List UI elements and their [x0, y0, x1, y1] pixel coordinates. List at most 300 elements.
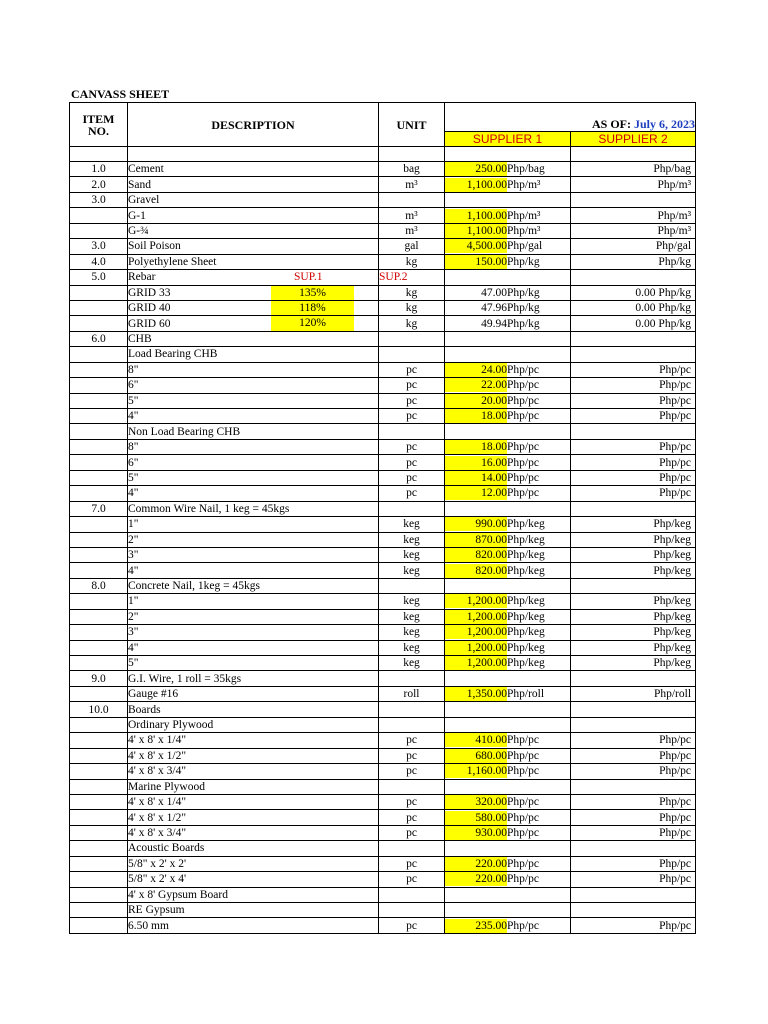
- supplier-1-unit: Php/pc: [507, 827, 539, 840]
- unit-cell: pc: [379, 748, 445, 763]
- unit-cell: pc: [379, 378, 445, 393]
- item-no-cell: [70, 594, 128, 609]
- description-cell: [128, 903, 379, 918]
- unit-cell: keg: [379, 656, 445, 671]
- unit-cell: pc: [379, 439, 445, 454]
- supplier-1-price-cell: [445, 208, 571, 223]
- description-text: 4' x 8' x 1/4": [128, 734, 187, 747]
- supplier-1-amount: 18.00: [445, 409, 507, 423]
- description-cell: [128, 409, 379, 424]
- supplier-1-unit: Php/roll: [507, 688, 545, 701]
- description-text: Rebar: [128, 271, 156, 284]
- supplier-2-price-cell: Php/pc: [571, 486, 696, 501]
- item-no-cell: [70, 409, 128, 424]
- description-cell: [128, 378, 379, 393]
- unit-cell: keg: [379, 625, 445, 640]
- description-text: Ordinary Plywood: [128, 718, 214, 731]
- item-no-cell: [70, 563, 128, 578]
- supplier-2-price-cell: Php/pc: [571, 764, 696, 779]
- description-text: Non Load Bearing CHB: [128, 425, 241, 438]
- supplier-2-price-cell: Php/pc: [571, 733, 696, 748]
- supplier-2-price-cell: Php/pc: [571, 470, 696, 485]
- table-row: [70, 254, 696, 269]
- supplier-1-price-cell: [445, 331, 571, 346]
- supplier-1-amount: 410.00: [445, 733, 507, 747]
- table-row: [70, 409, 696, 424]
- blank-row: [70, 147, 696, 162]
- supplier-1-price-cell: [445, 162, 571, 177]
- item-no-cell: [70, 825, 128, 840]
- description-cell: [128, 841, 379, 856]
- table-row: [70, 347, 696, 362]
- description-text: G-1: [128, 209, 146, 222]
- table-row: [70, 547, 696, 562]
- item-no-cell: [70, 841, 128, 856]
- unit-cell: [379, 347, 445, 362]
- supplier-1-price-cell: [445, 702, 571, 717]
- supplier-1-price-cell: [445, 640, 571, 655]
- supplier-1-unit: Php/kg: [507, 302, 540, 315]
- unit-cell: pc: [379, 733, 445, 748]
- supplier-1-price-cell: [445, 254, 571, 269]
- supplier-2-price-cell: Php/keg: [571, 594, 696, 609]
- supplier-2-price-cell: Php/pc: [571, 439, 696, 454]
- supplier-2-price-cell: [571, 192, 696, 207]
- supplier-1-amount: 320.00: [445, 795, 507, 809]
- supplier-2-price-cell: Php/pc: [571, 362, 696, 377]
- supplier-2-price-cell: [571, 779, 696, 794]
- supplier-1-price-cell: [445, 378, 571, 393]
- description-cell: [128, 192, 379, 207]
- description-cell: [128, 825, 379, 840]
- description-cell: [128, 764, 379, 779]
- supplier-2-price-cell: Php/keg: [571, 609, 696, 624]
- description-text: 4' x 8' x 3/4": [128, 827, 187, 840]
- description-text: 5/8" x 2' x 4': [128, 873, 187, 886]
- table-row: [70, 177, 696, 192]
- supplier-1-amount: 4,500.00: [445, 239, 507, 253]
- supplier-1-price-cell: [445, 887, 571, 902]
- supplier-1-unit: Php/keg: [507, 518, 545, 531]
- description-cell: [128, 270, 408, 285]
- description-cell: [128, 686, 379, 701]
- supplier-1-unit: Php/pc: [507, 379, 539, 392]
- supplier-2-price-cell: Php/pc: [571, 856, 696, 871]
- table-row: [70, 270, 696, 285]
- supplier-1-unit: Php/keg: [507, 533, 545, 546]
- item-no-cell: [70, 208, 128, 223]
- supplier-2-price-cell: [571, 331, 696, 346]
- unit-cell: kg: [379, 254, 445, 269]
- unit-cell: bag: [379, 162, 445, 177]
- supplier-2-price-cell: Php/kg: [571, 254, 696, 269]
- item-no-cell: [70, 748, 128, 763]
- supplier-2-price-cell: [571, 702, 696, 717]
- supplier-2-price-cell: [571, 578, 696, 593]
- rebar-percent-cell: 135%: [271, 286, 354, 300]
- unit-cell: kg: [379, 316, 445, 331]
- description-text: 8": [128, 441, 139, 454]
- description-text: RE Gypsum: [128, 904, 185, 917]
- description-text: Gauge #16: [128, 688, 179, 701]
- supplier-1-unit: Php/pc: [507, 363, 539, 376]
- table-row: [70, 501, 696, 516]
- description-text: 4' x 8' x 3/4": [128, 765, 187, 778]
- description-cell: [128, 872, 379, 887]
- table-row: [70, 918, 696, 933]
- supplier-1-amount: 250.00: [445, 162, 507, 176]
- item-no-cell: [70, 733, 128, 748]
- item-no-cell: [70, 794, 128, 809]
- supplier-1-price-cell: [445, 470, 571, 485]
- table-row: [70, 316, 696, 331]
- unit-cell: [379, 903, 445, 918]
- item-no-cell: 3.0: [70, 192, 128, 207]
- description-cell: [128, 393, 379, 408]
- item-no-cell: [70, 223, 128, 238]
- supplier-1-unit: Php/bag: [507, 163, 545, 176]
- description-cell: [128, 578, 379, 593]
- supplier-1-price-cell: [445, 300, 571, 315]
- supplier-1-amount: 150.00: [445, 255, 507, 269]
- table-row: [70, 825, 696, 840]
- supplier-1-price-cell: [445, 856, 571, 871]
- table-row: [70, 239, 696, 254]
- supplier-2-price-cell: Php/pc: [571, 455, 696, 470]
- description-text: 1": [128, 518, 139, 531]
- supplier-1-amount: 1,160.00: [445, 764, 507, 778]
- description-text: Common Wire Nail, 1 keg = 45kgs: [128, 502, 290, 515]
- description-text: 3": [128, 626, 139, 639]
- description-cell: [128, 733, 379, 748]
- supplier-1-amount: 235.00: [445, 919, 507, 933]
- item-no-cell: [70, 640, 128, 655]
- unit-cell: keg: [379, 532, 445, 547]
- supplier-1-price-cell: [445, 872, 571, 887]
- table-row: [70, 640, 696, 655]
- supplier-1-amount: 47.00: [481, 286, 507, 299]
- item-no-cell: [70, 362, 128, 377]
- table-row: [70, 764, 696, 779]
- supplier-1-price-cell: [445, 439, 571, 454]
- supplier-1-price-cell: [445, 733, 571, 748]
- supplier-2-price-cell: Php/bag: [571, 162, 696, 177]
- table-row: [70, 702, 696, 717]
- supplier-1-unit: Php/gal: [507, 240, 543, 253]
- table-row: [70, 486, 696, 501]
- supplier-1-amount: 14.00: [445, 471, 507, 485]
- item-no-cell: [70, 532, 128, 547]
- item-no-cell: [70, 455, 128, 470]
- supplier-1-amount: 22.00: [445, 378, 507, 392]
- unit-cell: [379, 841, 445, 856]
- as-of-date: July 6, 2023: [634, 117, 696, 131]
- supplier-1-price-cell: [445, 594, 571, 609]
- item-no-cell: [70, 300, 128, 315]
- table-row: [70, 810, 696, 825]
- supplier-1-price-cell: [445, 362, 571, 377]
- supplier-1-price-cell: [445, 717, 571, 732]
- unit-cell: gal: [379, 239, 445, 254]
- rebar-sup2-label: SUP.2: [379, 271, 408, 284]
- supplier-1-amount: 1,200.00: [445, 610, 507, 624]
- description-cell: [128, 316, 379, 331]
- supplier-1-amount: 1,200.00: [445, 641, 507, 655]
- description-text: 2": [128, 610, 139, 623]
- supplier-1-amount: 580.00: [445, 811, 507, 825]
- item-no-cell: [70, 810, 128, 825]
- supplier-1-price-cell: [445, 779, 571, 794]
- table-row: [70, 872, 696, 887]
- description-cell: [128, 918, 379, 933]
- supplier-1-amount: 20.00: [445, 394, 507, 408]
- header-item: ITEM: [82, 111, 115, 126]
- item-no-cell: 7.0: [70, 501, 128, 516]
- rebar-sup1-label: SUP.1: [294, 271, 323, 284]
- description-cell: [128, 439, 379, 454]
- supplier-2-price-cell: [571, 270, 696, 285]
- supplier-1-unit: Php/pc: [507, 410, 539, 423]
- description-text: 2": [128, 533, 139, 546]
- description-text: 4": [128, 410, 139, 423]
- unit-cell: m³: [379, 177, 445, 192]
- description-cell: [128, 640, 379, 655]
- supplier-1-amount: 24.00: [445, 363, 507, 377]
- description-text: 4' x 8' x 1/2": [128, 749, 187, 762]
- description-text: 4": [128, 487, 139, 500]
- supplier-1-price-cell: [445, 810, 571, 825]
- description-cell: [128, 594, 379, 609]
- supplier-1-unit: Php/m³: [507, 224, 541, 237]
- supplier-1-amount: 1,200.00: [445, 625, 507, 639]
- item-no-cell: [70, 856, 128, 871]
- item-no-cell: 4.0: [70, 254, 128, 269]
- description-cell: [128, 254, 379, 269]
- supplier-1-price-cell: [445, 177, 571, 192]
- supplier-2-price-cell: Php/gal: [571, 239, 696, 254]
- table-row: [70, 362, 696, 377]
- supplier-1-unit: Php/pc: [507, 734, 539, 747]
- as-of-label: AS OF:: [592, 117, 631, 131]
- supplier-1-price-cell: [445, 532, 571, 547]
- item-no-cell: [70, 316, 128, 331]
- unit-cell: [379, 779, 445, 794]
- rebar-percent-cell: 120%: [271, 316, 354, 330]
- supplier-1-unit: Php/keg: [507, 626, 545, 639]
- supplier-2-price-cell: [571, 903, 696, 918]
- unit-cell: [379, 702, 445, 717]
- unit-cell: kg: [379, 285, 445, 300]
- description-cell: [128, 517, 379, 532]
- supplier-2-price-cell: Php/pc: [571, 918, 696, 933]
- supplier-2-price-cell: Php/m³: [571, 177, 696, 192]
- item-no-cell: [70, 918, 128, 933]
- table-row: [70, 192, 696, 207]
- unit-cell: pc: [379, 362, 445, 377]
- description-cell: [128, 779, 379, 794]
- item-no-cell: [70, 717, 128, 732]
- description-cell: [128, 887, 379, 902]
- table-row: [70, 331, 696, 346]
- supplier-2-price-cell: Php/keg: [571, 547, 696, 562]
- supplier-1-price-cell: [445, 918, 571, 933]
- description-text: Polyethylene Sheet: [128, 255, 217, 268]
- supplier-1-price-cell: [445, 903, 571, 918]
- table-row: [70, 671, 696, 686]
- supplier-1-unit: Php/pc: [507, 471, 539, 484]
- description-text: G.I. Wire, 1 roll = 35kgs: [128, 672, 242, 685]
- item-no-cell: [70, 686, 128, 701]
- description-text: GRID 33: [128, 286, 171, 299]
- description-text: Boards: [128, 703, 161, 716]
- supplier-1-amount: 1,200.00: [445, 594, 507, 608]
- description-text: 5": [128, 471, 139, 484]
- description-cell: [128, 331, 379, 346]
- table-row: [70, 517, 696, 532]
- supplier-1-amount: 680.00: [445, 749, 507, 763]
- supplier-2-price-cell: Php/m³: [571, 223, 696, 238]
- supplier-2-price-cell: 0.00 Php/kg: [571, 285, 696, 300]
- description-text: GRID 40: [128, 302, 171, 315]
- description-text: Concrete Nail, 1keg = 45kgs: [128, 580, 260, 593]
- description-cell: [128, 794, 379, 809]
- description-cell: [128, 285, 379, 300]
- description-cell: [128, 347, 379, 362]
- supplier-1-amount: 1,100.00: [445, 209, 507, 223]
- unit-cell: [379, 671, 445, 686]
- supplier-1-price-cell: [445, 825, 571, 840]
- table-row: [70, 609, 696, 624]
- supplier-1-unit: Php/kg: [507, 317, 540, 330]
- unit-cell: keg: [379, 609, 445, 624]
- table-row: [70, 903, 696, 918]
- table-row: [70, 656, 696, 671]
- description-text: 5": [128, 657, 139, 670]
- unit-cell: keg: [379, 640, 445, 655]
- table-row: [70, 162, 696, 177]
- unit-cell: pc: [379, 918, 445, 933]
- description-text: 8": [128, 363, 139, 376]
- supplier-1-price-cell: [445, 656, 571, 671]
- table-row: [70, 717, 696, 732]
- supplier-2-price-cell: Php/pc: [571, 825, 696, 840]
- supplier-1-price-cell: [445, 578, 571, 593]
- header-item-no: [70, 103, 128, 147]
- supplier-1-amount: 16.00: [445, 456, 507, 470]
- description-cell: [128, 671, 379, 686]
- supplier-1-price-cell: [445, 424, 571, 439]
- supplier-1-price-cell: [445, 625, 571, 640]
- header-supplier-1: SUPPLIER 1: [445, 132, 571, 147]
- unit-cell: pc: [379, 810, 445, 825]
- supplier-1-unit: Php/pc: [507, 873, 539, 886]
- supplier-2-price-cell: [571, 887, 696, 902]
- item-no-cell: [70, 439, 128, 454]
- supplier-1-price-cell: [445, 316, 571, 331]
- supplier-1-amount: 49.94: [481, 317, 507, 330]
- unit-cell: m³: [379, 208, 445, 223]
- unit-cell: [379, 887, 445, 902]
- item-no-cell: 5.0: [70, 270, 128, 285]
- supplier-2-price-cell: Php/pc: [571, 872, 696, 887]
- item-no-cell: [70, 903, 128, 918]
- header-description: DESCRIPTION: [128, 103, 379, 147]
- item-no-cell: 10.0: [70, 702, 128, 717]
- unit-cell: pc: [379, 825, 445, 840]
- supplier-1-unit: Php/pc: [507, 919, 539, 932]
- item-no-cell: [70, 285, 128, 300]
- item-no-cell: [70, 378, 128, 393]
- description-text: GRID 60: [128, 317, 171, 330]
- description-text: Acoustic Boards: [128, 842, 205, 855]
- unit-cell: keg: [379, 517, 445, 532]
- unit-cell: kg: [379, 300, 445, 315]
- description-text: 6.50 mm: [128, 919, 169, 932]
- supplier-1-unit: Php/kg: [507, 286, 540, 299]
- supplier-1-amount: 12.00: [445, 486, 507, 500]
- unit-cell: [379, 192, 445, 207]
- supplier-2-price-cell: 0.00 Php/kg: [571, 316, 696, 331]
- supplier-1-amount: 1,200.00: [445, 656, 507, 670]
- unit-cell: pc: [379, 393, 445, 408]
- description-cell: [128, 208, 379, 223]
- supplier-2-price-cell: [571, 841, 696, 856]
- table-row: [70, 748, 696, 763]
- supplier-1-amount: 1,100.00: [445, 178, 507, 192]
- item-no-cell: [70, 547, 128, 562]
- supplier-1-amount: 1,100.00: [445, 224, 507, 238]
- supplier-2-price-cell: Php/pc: [571, 378, 696, 393]
- table-row: [70, 455, 696, 470]
- supplier-2-price-cell: Php/pc: [571, 794, 696, 809]
- table-row: [70, 563, 696, 578]
- description-cell: [128, 717, 379, 732]
- supplier-1-amount: 18.00: [445, 440, 507, 454]
- unit-cell: roll: [379, 686, 445, 701]
- supplier-1-unit: Php/keg: [507, 641, 545, 654]
- description-text: 4' x 8' Gypsum Board: [128, 888, 228, 901]
- description-text: Load Bearing CHB: [128, 348, 218, 361]
- supplier-1-price-cell: [445, 748, 571, 763]
- description-text: 4' x 8' x 1/2": [128, 811, 187, 824]
- supplier-1-price-cell: [445, 686, 571, 701]
- supplier-1-price-cell: [445, 517, 571, 532]
- supplier-2-price-cell: Php/keg: [571, 656, 696, 671]
- item-no-cell: [70, 517, 128, 532]
- supplier-2-price-cell: Php/keg: [571, 640, 696, 655]
- supplier-1-price-cell: [445, 486, 571, 501]
- supplier-2-price-cell: Php/pc: [571, 810, 696, 825]
- table-row: [70, 625, 696, 640]
- supplier-1-price-cell: [445, 841, 571, 856]
- unit-cell: pc: [379, 470, 445, 485]
- description-cell: [128, 856, 379, 871]
- supplier-1-price-cell: [445, 794, 571, 809]
- supplier-1-price-cell: [445, 501, 571, 516]
- description-text: 6": [128, 379, 139, 392]
- unit-cell: pc: [379, 764, 445, 779]
- table-row: [70, 733, 696, 748]
- supplier-2-price-cell: Php/keg: [571, 625, 696, 640]
- unit-cell: [379, 578, 445, 593]
- supplier-1-price-cell: [445, 455, 571, 470]
- table-row: [70, 779, 696, 794]
- description-cell: [128, 702, 379, 717]
- header-unit: UNIT: [379, 103, 445, 147]
- supplier-1-price-cell: [445, 393, 571, 408]
- table-row: [70, 794, 696, 809]
- canvass-table: [69, 102, 696, 934]
